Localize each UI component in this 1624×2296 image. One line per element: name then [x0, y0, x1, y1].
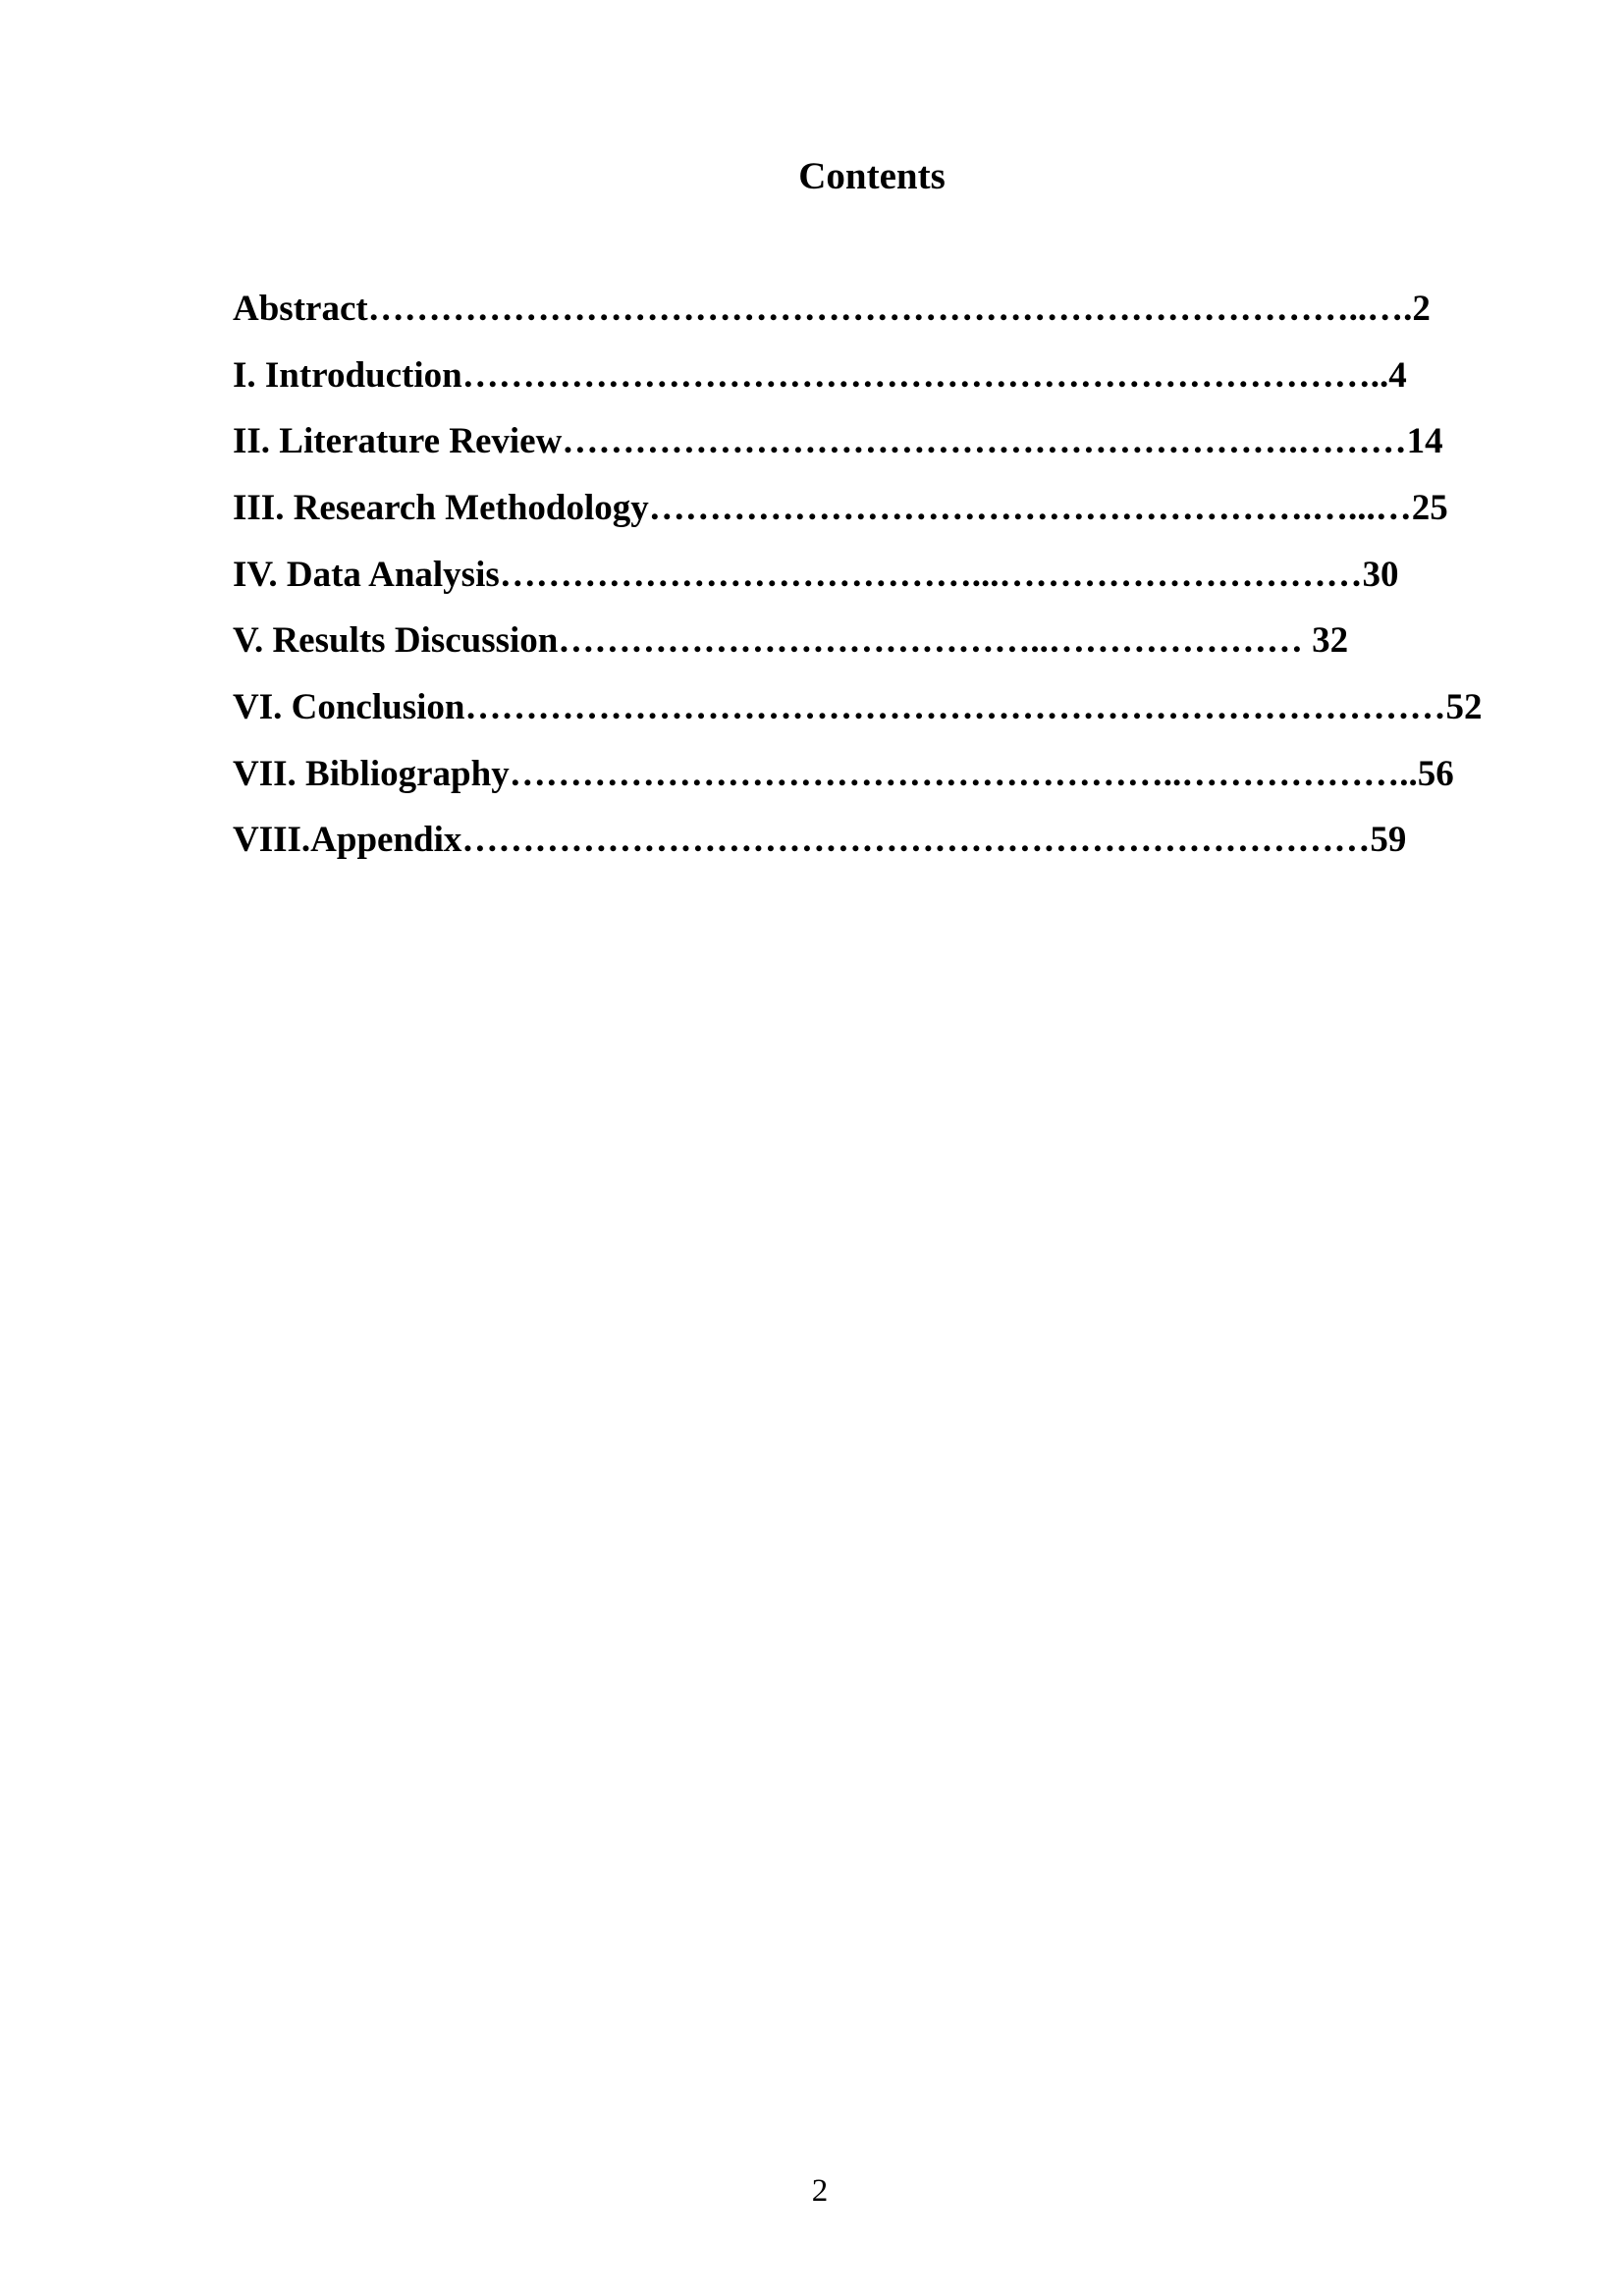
toc-entry-results-discussion: V. Results Discussion…………………………………..………………… 32	[233, 620, 1349, 661]
toc-entry-abstract: Abstract………………………………………………………………………..….2	[233, 289, 1431, 329]
toc-entry-research-methodology: III. Research Methodology……………………………………………….…...…25	[233, 488, 1448, 528]
toc-entry-introduction: I. Introduction…………………………………………………………………..4	[233, 355, 1407, 396]
page-number: 2	[811, 2173, 829, 2209]
toc-entry-appendix: VIII.Appendix…………………………………………………………………59	[233, 820, 1407, 860]
contents-title: Contents	[798, 155, 946, 197]
toc-entry-conclusion: VI. Conclusion………………………………………………………………………52	[233, 687, 1483, 727]
toc-entry-literature-review: II. Literature Review…………………………………………………….………14	[233, 421, 1443, 461]
toc-entry-data-analysis: IV. Data Analysis…………………………………...…………………………30	[233, 555, 1399, 595]
toc-entry-bibliography: VII. Bibliography………………………………………………..………………..56	[233, 754, 1454, 794]
